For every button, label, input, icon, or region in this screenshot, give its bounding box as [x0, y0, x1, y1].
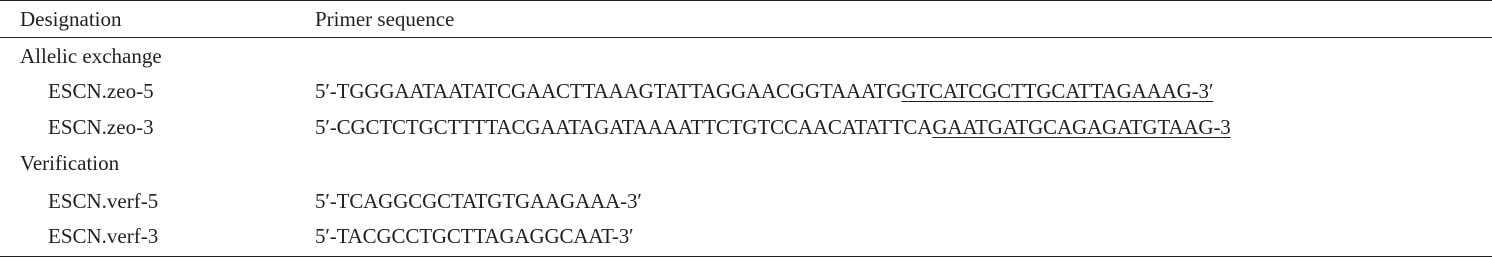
group-title: Verification: [20, 151, 120, 175]
sequence-plain: 5′-TGGGAATAATATCGAACTTAAAGTATTAGGAACGGTAAATG: [315, 79, 902, 103]
header-primer-sequence: Primer sequence: [315, 7, 455, 31]
table-row: [0, 109, 1492, 145]
table-header: [0, 1, 1492, 37]
header-designation: Designation: [20, 7, 122, 31]
sequence-underlined: GAATGATGCAGAGATGTAAG-3: [932, 115, 1231, 139]
table-row: [0, 218, 1492, 254]
primer-sequence: [315, 109, 1231, 145]
primer-name: ESCN.verf-3: [48, 224, 159, 248]
table-row: [0, 73, 1492, 109]
sequence-plain: 5′-CGCTCTGCTTTTACGAATAGATAAAATTCTGTCCAACATATTCA: [315, 115, 933, 139]
group-heading-allelic-exchange: [0, 38, 1492, 74]
primer-sequence: 5′-TACGCCTGCTTAGAGGCAAT-3′: [315, 224, 634, 248]
primer-sequence: 5′-TCAGGCGCTATGTGAAGAAA-3′: [315, 189, 642, 213]
primer-name: ESCN.zeo-3: [48, 115, 154, 139]
table-bottom-rule: [0, 256, 1492, 257]
primer-name: ESCN.verf-5: [48, 189, 159, 213]
group-title: Allelic exchange: [20, 44, 162, 68]
primer-sequence: [315, 73, 1213, 109]
table-row: [0, 183, 1492, 219]
group-heading-verification: [0, 145, 1492, 181]
primer-name: ESCN.zeo-5: [48, 79, 154, 103]
sequence-underlined: GTCATCGCTTGCATTAGAAAG-3′: [901, 79, 1214, 103]
